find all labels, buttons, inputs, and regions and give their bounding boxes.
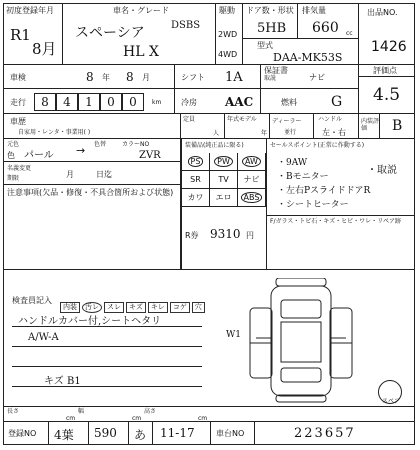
windshield-label: F/ガラス・トビ石・キズ・ヒビ・ワレ・リペア跡 [270,218,402,225]
year-model-label: 年式モデル [227,116,257,123]
model-value: DAA-MK53S [273,51,343,64]
registration-class: 590 [94,426,117,440]
interior-condition-item: キズ [126,302,146,313]
equipment-cell-pw [210,153,238,171]
height-label: 高さ [144,408,157,415]
drive-box [215,3,243,65]
height-unit: cm [198,415,208,422]
inspector-area [3,269,415,407]
capacity-label: 定員 [183,116,196,123]
year-model-unit: 年 [261,130,268,137]
equipment-box [181,138,267,270]
equipment-grid [182,153,266,225]
length-unit: cm [66,415,76,422]
chassis-number: 223657 [294,426,356,441]
drive-4wd: 4WD [218,50,238,59]
color-no-label: カラーNO [122,141,150,148]
notes-box [3,184,181,270]
warranty-box [260,64,359,89]
auction-sheet [3,3,415,445]
equipment-cell-label: ナビ [243,175,260,184]
door-box [242,3,298,39]
ac-box [174,88,261,114]
registration-kana: あ [134,428,147,442]
mileage-box [3,88,175,114]
inspection-month: 8 [126,70,134,84]
shift-label: シフト [181,73,205,82]
equipment-cell-ps [182,153,210,171]
car-name-value: スペーシア [75,25,145,41]
car-damage-diagram [236,278,366,403]
fuel-value: G [331,94,343,110]
sales-points-title: セールスポイント(正常に作動する) [270,142,365,149]
interior-label-box [358,113,380,139]
r-unit: 円 [246,231,254,240]
history-box [3,113,181,139]
registration-label: 登録NO [8,429,37,438]
grade-value: HL X [123,44,159,60]
width-unit: cm [132,415,142,422]
notes-title: 注意事項(欠品・修復・不具合箇所および状態) [7,188,174,197]
sales-point-item: ・シートヒーター [277,200,349,210]
equipment-title: 装備品(純正品に限る) [185,142,244,149]
year-model-box [224,113,270,139]
first-registration-box [3,3,63,65]
rating-value-box [358,76,415,114]
displacement-label: 排気量 [302,6,326,15]
sales-point-item: ・9AW [277,158,308,168]
year-unit: 年 [102,73,110,82]
mileage-label: 走行 [10,98,26,107]
registration-number: 11-17 [160,426,195,440]
lot-number-box [358,3,415,65]
shift-box [174,64,261,89]
equipment-cell-label: AW [242,156,261,167]
door-label: ドア数・形状 [246,6,294,15]
equipment-cell-カワ [182,189,210,207]
equipment-cell-label: PW [214,156,233,167]
original-color-label: 元色 [7,141,20,148]
mileage-digit: 0 [100,93,122,111]
deadline-day: 日迄 [96,170,112,179]
sales-point-item: ・Bモニター [277,172,329,182]
rating-label: 評価点 [373,66,397,75]
current-color-label: 色替 [94,141,107,148]
handle-label: ハンドル [318,116,343,123]
sales-points-box [266,138,415,270]
equipment-cell-tv [210,171,238,189]
divider [48,422,49,444]
name-change-label: 名義変更 [7,165,32,172]
spare-label: スペア [382,398,401,405]
shift-value: 1A [225,70,243,85]
dealer-value: 並行 [284,129,297,136]
dealer-box [269,113,314,139]
color-label: 色 [7,151,15,160]
mileage-digits [34,93,144,111]
first-registration-era: R1 [10,26,31,44]
interior-condition-item: 穴 [192,302,205,313]
r-label: R券 [185,231,199,240]
equipment-cell-label: TV [218,175,229,184]
history-options: 自家用・レンタ・事業用( ) [18,129,91,136]
r-value: 9310 [210,227,241,241]
fuel-label: 燃料 [281,98,297,107]
equipment-cell-label: エロ [215,193,232,202]
sales-point-item: ・左右PスライドドアR [277,186,371,196]
chassis-label: 車台NO [216,429,245,438]
mileage-digit: 1 [78,93,100,111]
note-line [12,346,202,347]
first-registration-month: 8月 [32,40,57,58]
model-label: 型式 [257,41,273,50]
inspector-note: ハンドルカバー付,シートヘタリ [18,316,162,327]
model-box [242,38,359,65]
equipment-cell-sr [182,171,210,189]
equipment-cell-aw [238,153,266,171]
capacity-box [180,113,225,139]
interior-condition-item: 汚レ [82,302,102,313]
color-box [3,138,181,162]
ac-value: AAC [225,95,254,109]
handle-options: 左・右 [322,128,346,137]
original-color-value: パール [24,150,54,161]
dimensions-row [3,406,415,422]
inspection-box [3,64,175,89]
color-no-value: ZVR [139,150,161,161]
divider [254,422,255,444]
interior-condition-list [60,294,207,313]
rating-value: 4.5 [373,85,401,105]
inspection-year: 8 [86,70,94,84]
mileage-unit: km [152,99,162,106]
divider [152,422,153,444]
sales-point-note: ・取説 [367,165,397,176]
footer-row [3,421,415,445]
car-code-value: DSBS [171,20,201,31]
displacement-value: 660 [312,20,339,36]
equipment-cell-エロ [210,189,238,207]
lot-number-label: 出品NO. [367,8,398,17]
drive-label: 駆動 [219,6,235,15]
interior-value-box [379,113,415,139]
damage-mark: W1 [226,330,241,340]
divider [210,422,211,444]
ac-label: 冷房 [181,98,197,107]
divider [128,422,129,444]
equipment-cell-label: SR [190,175,201,184]
note-line [12,366,202,367]
mileage-digit: 0 [122,93,144,111]
inspector-label: 検査員記入 [12,296,52,305]
capacity-unit: 人 [213,130,220,137]
fuel-box [260,88,359,114]
registration-area: 4葉 [54,428,74,442]
mileage-digit: 8 [34,93,56,111]
equipment-cell-label: PS [188,156,204,167]
car-name-label: 車名・グレード [113,6,169,15]
divider [267,215,414,216]
interior-condition-item: コゲ [170,302,190,313]
handle-box [313,113,359,139]
drive-2wd: 2WD [218,30,238,39]
navi-label: ナビ [309,73,325,82]
car-name-box [62,3,216,65]
note-line [12,386,202,387]
color-arrow: → [76,144,86,157]
width-label: 幅 [78,408,85,415]
interior-label: 内装評価 [361,118,380,132]
displacement-box [297,3,359,39]
door-value: 5HB [257,21,287,36]
deadline-month: 月 [66,170,74,179]
month-unit: 月 [142,73,150,82]
inspector-note: キズ B1 [44,376,81,387]
equipment-cell-ナビ [238,171,266,189]
interior-condition-item: スレ [104,302,124,313]
history-label: 車歴 [10,117,26,126]
interior-value: B [392,118,403,134]
displacement-unit: cc [346,30,353,37]
equipment-cell-label: カワ [187,193,204,202]
warranty-label: 保証書 [264,66,288,75]
equipment-cell-label: ABS [241,192,263,203]
deadline-label: 期限 [7,175,20,182]
length-label: 長さ [7,408,20,415]
manual-label: 取説 [264,75,277,82]
name-change-box [3,161,181,185]
first-registration-label: 初度登録年月 [6,6,54,15]
interior-prefix: 内装 [60,302,80,313]
inspection-label: 車検 [10,73,26,82]
dealer-label: ディーラー [272,118,302,125]
divider [88,422,89,444]
lot-number-value: 1426 [371,39,407,55]
mileage-digit: 4 [56,93,78,111]
equipment-cell-abs [238,189,266,207]
inspector-note: A/W-A [28,332,59,343]
interior-condition-item: キレ [148,302,168,313]
